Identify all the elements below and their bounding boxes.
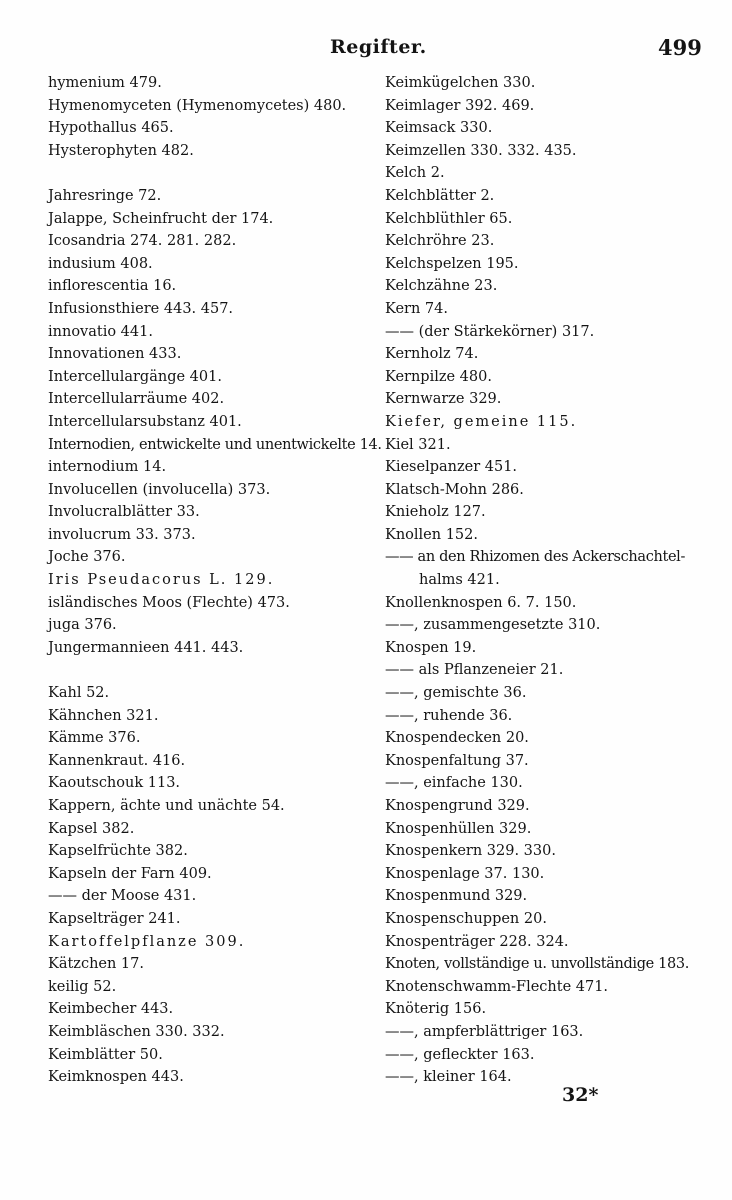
index-entry: Knospen 19. — [385, 639, 477, 656]
index-entry: Kernholz 74. — [385, 346, 479, 363]
index-entry: Involucellen (involucella) 373. — [48, 481, 271, 498]
page-number: 499 — [658, 35, 702, 60]
index-entry: Kapselfrüchte 382. — [48, 843, 188, 860]
index-gap — [48, 162, 370, 185]
index-entry: Knospenträger 228. 324. — [385, 933, 569, 950]
index-entry: Kapsel 382. — [48, 820, 135, 837]
index-entry: keilig 52. — [48, 978, 117, 995]
index-entry: ——, kleiner 164. — [385, 1069, 512, 1086]
index-entry: Keimlager 392. 469. — [385, 97, 535, 114]
index-entry: Jalappe, Scheinfrucht der 174. — [48, 210, 274, 227]
index-entry: Knospenfaltung 37. — [385, 752, 529, 769]
index-entry: Kartoffelpflanze 309. — [48, 933, 246, 950]
index-entry: —— der Moose 431. — [48, 888, 197, 905]
index-entry: Kelchspelzen 195. — [385, 255, 519, 272]
index-entry: ——, ruhende 36. — [385, 707, 513, 724]
index-entry: Keimknospen 443. — [48, 1069, 184, 1086]
index-entry: halms 421. — [419, 572, 500, 589]
index-entry: Joche 376. — [48, 549, 126, 566]
signature-mark: 32* — [562, 1084, 599, 1106]
index-entry: Knöterig 156. — [385, 1001, 487, 1018]
index-entry: Kern 74. — [385, 300, 448, 317]
index-entry: Knoten, vollständige u. unvollständige 183. — [385, 956, 690, 973]
index-entry: Kapseln der Farn 409. — [48, 865, 212, 882]
index-entry: Klatsch-Mohn 286. — [385, 481, 524, 498]
index-entry: Keimblätter 50. — [48, 1046, 163, 1063]
index-entry: isländisches Moos (Flechte) 473. — [48, 594, 290, 611]
index-entry: Infusionsthiere 443. 457. — [48, 300, 234, 317]
index-entry: Kappern, ächte und unächte 54. — [48, 798, 285, 814]
index-entry: Kelchzähne 23. — [385, 278, 498, 295]
index-entry: Knospenmund 329. — [385, 888, 528, 905]
index-entry: Knospenkern 329. 330. — [385, 843, 556, 860]
index-entry: Knospenschuppen 20. — [385, 910, 547, 927]
index-column-right — [385, 72, 715, 1089]
index-entry: Kelchblüthler 65. — [385, 210, 513, 227]
index-entry: Kelch 2. — [385, 165, 445, 182]
index-entry: Hysterophyten 482. — [48, 142, 194, 159]
index-entry: Hymenomyceten (Hymenomycetes) 480. — [48, 97, 347, 114]
index-entry: Knieholz 127. — [385, 504, 486, 521]
index-entry: —— als Pflanzeneier 21. — [385, 662, 564, 679]
index-entry: Kaoutschouk 113. — [48, 775, 181, 792]
index-entry: Keimbecher 443. — [48, 1001, 174, 1018]
index-entry: Kernpilze 480. — [385, 368, 492, 385]
index-entry: Involucralblätter 33. — [48, 504, 200, 521]
index-entry: Knospenhüllen 329. — [385, 820, 532, 837]
index-entry: inflorescentia 16. — [48, 278, 177, 295]
index-entry: Keimzellen 330. 332. 435. — [385, 142, 577, 159]
index-entry: —— an den Rhizomen des Ackerschachtel- — [385, 549, 686, 566]
index-entry: ——, gefleckter 163. — [385, 1046, 535, 1063]
index-entry: Icosandria 274. 281. 282. — [48, 233, 237, 250]
index-entry: ——, zusammengesetzte 310. — [385, 617, 601, 634]
index-entry: Kelchblätter 2. — [385, 187, 495, 204]
index-entry: involucrum 33. 373. — [48, 526, 196, 543]
index-entry: Iris Pseudacorus L. 129. — [48, 572, 275, 589]
index-entry: Hypothallus 465. — [48, 120, 174, 137]
index-entry: Kapselträger 241. — [48, 910, 181, 927]
index-entry: Knospengrund 329. — [385, 798, 530, 814]
index-entry: Kiel 321. — [385, 436, 451, 453]
index-entry: Internodien, entwickelte und unentwickelte 14. — [48, 436, 382, 453]
running-head-title: Regifter. — [330, 36, 427, 58]
index-entry: Knollen 152. — [385, 526, 478, 543]
index-entry: indusium 408. — [48, 255, 153, 272]
index-entry: Kiefer, gemeine 115. — [385, 413, 578, 430]
index-entry: Kämme 376. — [48, 730, 141, 747]
index-entry: —— (der Stärkekörner) 317. — [385, 323, 595, 340]
index-entry: Knospenlage 37. 130. — [385, 865, 545, 882]
index-entry: Knollenknospen 6. 7. 150. — [385, 594, 577, 611]
index-entry: Jahresringe 72. — [48, 187, 162, 204]
index-entry: Kähnchen 321. — [48, 707, 159, 724]
index-entry: ——, gemischte 36. — [385, 685, 527, 702]
index-column-left — [48, 72, 382, 1089]
index-entry: Kernwarze 329. — [385, 391, 502, 408]
index-entry: Innovationen 433. — [48, 346, 182, 363]
index-entry: Intercellularsubstanz 401. — [48, 413, 242, 430]
index-entry: Knotenschwamm-Flechte 471. — [385, 978, 609, 995]
index-entry: innovatio 441. — [48, 323, 153, 340]
index-gap — [48, 659, 370, 682]
index-entry: hymenium 479. — [48, 75, 162, 91]
index-entry: Keimsack 330. — [385, 120, 493, 137]
index-entry: Kieselpanzer 451. — [385, 459, 518, 476]
index-entry: Knospendecken 20. — [385, 730, 529, 747]
running-head — [0, 36, 732, 66]
index-entry: Keimbläschen 330. 332. — [48, 1023, 225, 1040]
index-entry: ——, ampferblättriger 163. — [385, 1023, 584, 1040]
index-entry: Intercellularräume 402. — [48, 391, 225, 408]
index-entry: Kätzchen 17. — [48, 956, 144, 973]
index-entry: juga 376. — [48, 617, 117, 634]
index-entry: Kannenkraut. 416. — [48, 752, 186, 769]
index-entry: ——, einfache 130. — [385, 775, 523, 792]
index-entry: Kahl 52. — [48, 685, 110, 702]
index-entry: internodium 14. — [48, 459, 167, 476]
index-entry: Keimkügelchen 330. — [385, 75, 536, 91]
index-entry: Jungermannieen 441. 443. — [48, 639, 244, 656]
index-entry: Kelchröhre 23. — [385, 233, 495, 250]
index-entry: Intercellulargänge 401. — [48, 368, 222, 385]
